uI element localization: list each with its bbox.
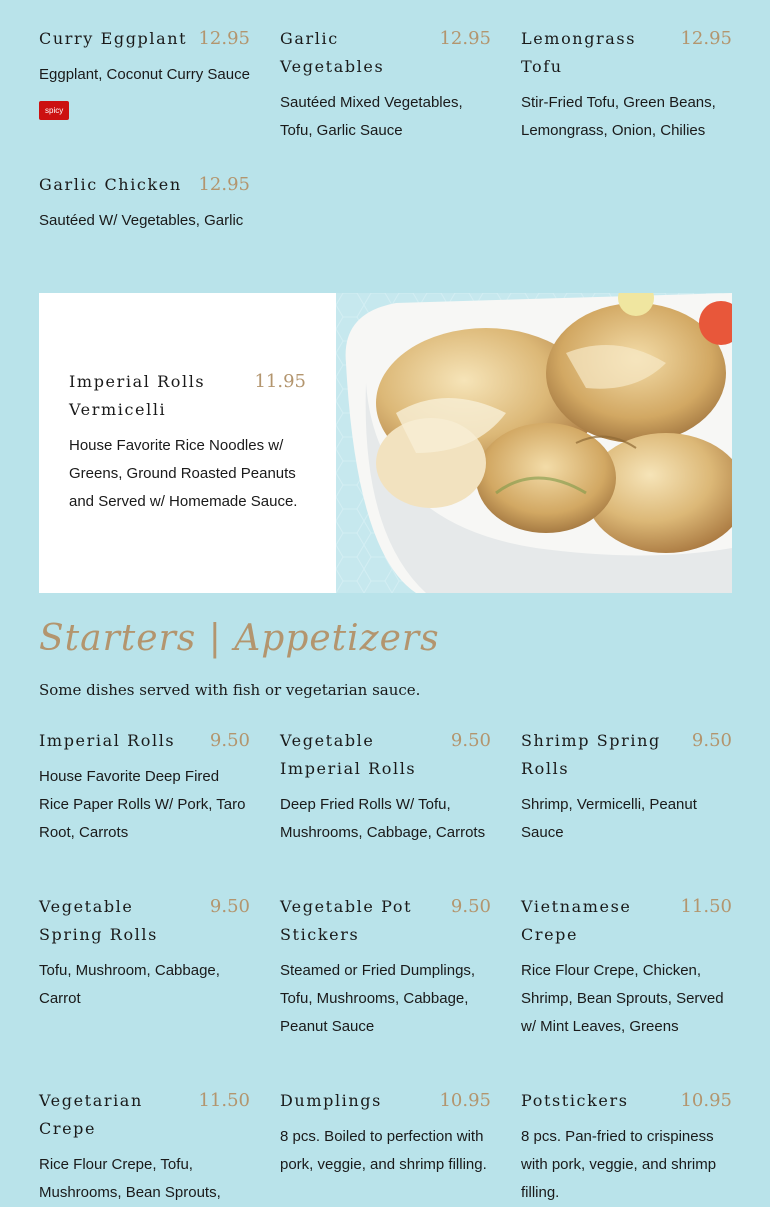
item-description: Eggplant, Coconut Curry Sauce	[39, 66, 250, 83]
menu-item	[521, 893, 732, 1041]
item-description: Tofu, Mushroom, Cabbage, Carrot	[39, 962, 220, 1007]
item-price: 12.95	[680, 28, 732, 49]
item-name: Vegetable Imperial Rolls	[280, 731, 417, 778]
item-description: 8 pcs. Boiled to perfection with pork, veggie, and shrimp filling.	[280, 1128, 487, 1173]
item-name: Potstickers	[521, 1091, 629, 1110]
item-name: Vegetable Spring Rolls	[39, 897, 158, 944]
fried-rolls-bowl-photo-icon	[336, 293, 732, 593]
menu-grid-starters	[39, 727, 732, 1207]
item-price: 10.95	[680, 1090, 732, 1111]
spicy-badge: spicy	[39, 101, 69, 120]
item-description: Stir-Fried Tofu, Green Beans, Lemongrass, Onion, Chilies	[521, 94, 716, 139]
item-name: Curry Eggplant	[39, 29, 188, 48]
item-price: 12.95	[198, 174, 250, 195]
menu-item	[39, 25, 250, 145]
menu-item	[280, 1087, 491, 1207]
menu-item	[39, 171, 250, 235]
menu-item	[521, 25, 732, 145]
item-name: Shrimp Spring Rolls	[521, 731, 661, 778]
item-price: 9.50	[209, 896, 250, 917]
featured-dish-description: House Favorite Rice Noodles w/ Greens, Ground Roasted Peanuts and Served w/ Homemade Sauce.	[69, 437, 298, 510]
item-name: Garlic Chicken	[39, 175, 182, 194]
item-price: 9.50	[450, 896, 491, 917]
menu-item	[280, 727, 491, 847]
menu-item	[280, 893, 491, 1041]
item-description: House Favorite Deep Fired Rice Paper Rolls W/ Pork, Taro Root, Carrots	[39, 768, 246, 841]
item-description: Rice Flour Crepe, Tofu, Mushrooms, Bean Sprouts,	[39, 1156, 221, 1201]
item-name: Vegetarian Crepe	[39, 1091, 143, 1138]
menu-item	[521, 727, 732, 847]
item-name: Dumplings	[280, 1091, 382, 1110]
item-description: Deep Fried Rolls W/ Tofu, Mushrooms, Cabbage, Carrots	[280, 796, 486, 841]
item-price: 11.50	[198, 1090, 250, 1111]
item-name: Imperial Rolls	[39, 731, 176, 750]
menu-item	[521, 1087, 732, 1207]
menu-item	[39, 893, 250, 1041]
menu-item	[39, 727, 250, 847]
item-price: 12.95	[198, 28, 250, 49]
menu-grid-mains	[39, 25, 732, 235]
item-price: 9.50	[209, 730, 250, 751]
item-price: 10.95	[439, 1090, 491, 1111]
featured-dish-price: 11.95	[254, 371, 306, 392]
item-name: Vietnamese Crepe	[521, 897, 632, 944]
item-price: 12.95	[439, 28, 491, 49]
item-description: Shrimp, Vermicelli, Peanut Sauce	[521, 796, 697, 841]
item-description: Sautéed Mixed Vegetables, Tofu, Garlic Sauce	[280, 94, 463, 139]
menu-item	[280, 25, 491, 145]
item-description: Steamed or Fried Dumplings, Tofu, Mushrooms, Cabbage, Peanut Sauce	[280, 962, 476, 1035]
featured-dish-card	[69, 368, 306, 516]
section-subtitle: Some dishes served with fish or vegetarian sauce.	[39, 681, 421, 699]
item-description: 8 pcs. Pan-fried to crispiness with pork, veggie, and shrimp filling.	[521, 1128, 717, 1201]
item-name: Lemongrass Tofu	[521, 29, 637, 76]
item-price: 9.50	[450, 730, 491, 751]
featured-dish	[39, 293, 732, 593]
section-title: Starters | Appetizers	[39, 618, 440, 659]
featured-dish-name: Imperial Rolls Vermicelli	[69, 372, 206, 419]
item-name: Vegetable Pot Stickers	[280, 897, 413, 944]
item-name: Garlic Vegetables	[280, 29, 385, 76]
item-price: 9.50	[691, 730, 732, 751]
item-description: Rice Flour Crepe, Chicken, Shrimp, Bean Sprouts, Served w/ Mint Leaves, Greens	[521, 962, 724, 1035]
menu-item	[39, 1087, 250, 1207]
item-description: Sautéed W/ Vegetables, Garlic	[39, 212, 244, 229]
item-price: 11.50	[680, 896, 732, 917]
